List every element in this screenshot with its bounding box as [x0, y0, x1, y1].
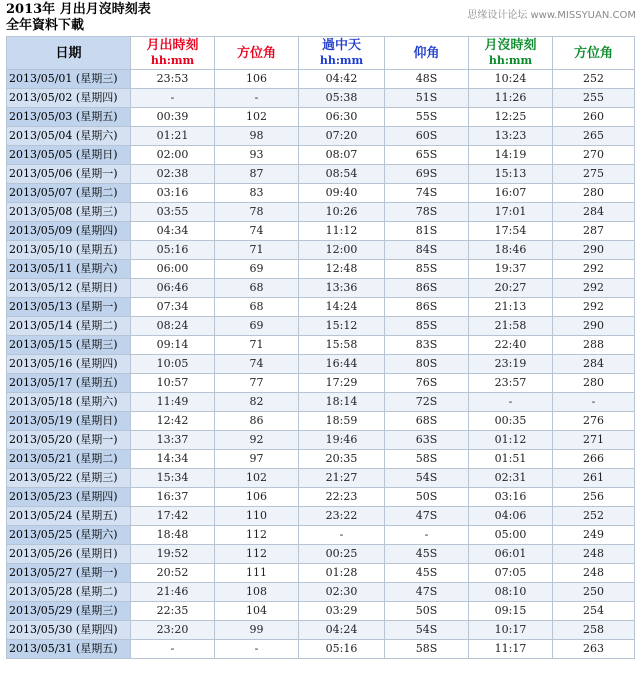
table-row: [7, 469, 635, 488]
transit-time-cell: 06:30: [299, 108, 385, 127]
moonrise-azimuth-cell: 111: [215, 564, 299, 583]
moonrise-azimuth-cell: 69: [215, 260, 299, 279]
table-row: [7, 545, 635, 564]
table-row: [7, 279, 635, 298]
moonrise-azimuth-cell: 68: [215, 298, 299, 317]
moonset-azimuth-cell: 260: [553, 108, 635, 127]
altitude-cell: 47S: [385, 507, 469, 526]
moonrise-time-cell: 03:16: [131, 184, 215, 203]
moonrise-azimuth-cell: 74: [215, 222, 299, 241]
transit-time-cell: 16:44: [299, 355, 385, 374]
moonset-azimuth-header: [553, 37, 635, 70]
moonset-azimuth-cell: -: [553, 393, 635, 412]
moonrise-azimuth-cell: -: [215, 89, 299, 108]
table-row: [7, 241, 635, 260]
moonrise-azimuth-cell: 86: [215, 412, 299, 431]
transit-time-cell: 03:29: [299, 602, 385, 621]
altitude-cell: 47S: [385, 583, 469, 602]
moonrise-azimuth-cell: 93: [215, 146, 299, 165]
header-label: 月沒時刻: [484, 38, 537, 53]
header-unit: hh:mm: [319, 54, 364, 67]
table-header-row: [7, 37, 635, 70]
altitude-cell: 86S: [385, 279, 469, 298]
moonset-azimuth-cell: 248: [553, 545, 635, 564]
moonrise-time-cell: 12:42: [131, 412, 215, 431]
moonrise-azimuth-cell: 71: [215, 336, 299, 355]
date-cell: 2013/05/14 (星期二): [7, 317, 131, 336]
moonrise-azimuth-cell: 106: [215, 488, 299, 507]
moonrise-time-cell: 20:52: [131, 564, 215, 583]
date-cell: 2013/05/15 (星期三): [7, 336, 131, 355]
moonset-azimuth-cell: 292: [553, 298, 635, 317]
transit-time-cell: 18:59: [299, 412, 385, 431]
header-label: 過中天: [321, 38, 361, 53]
altitude-cell: 45S: [385, 564, 469, 583]
moonrise-time-header: [131, 37, 215, 70]
moonrise-azimuth-cell: 97: [215, 450, 299, 469]
moonset-time-cell: 21:58: [469, 317, 553, 336]
date-cell: 2013/05/16 (星期四): [7, 355, 131, 374]
moonset-time-cell: 13:23: [469, 127, 553, 146]
date-cell: 2013/05/11 (星期六): [7, 260, 131, 279]
altitude-cell: 85S: [385, 260, 469, 279]
table-row: [7, 317, 635, 336]
moonrise-time-cell: 08:24: [131, 317, 215, 336]
altitude-cell: 60S: [385, 127, 469, 146]
table-row: [7, 165, 635, 184]
transit-time-cell: 04:42: [299, 70, 385, 89]
moonset-time-cell: 11:17: [469, 640, 553, 659]
moonset-azimuth-cell: 252: [553, 70, 635, 89]
moonrise-time-cell: 10:57: [131, 374, 215, 393]
moonrise-time-cell: 01:21: [131, 127, 215, 146]
transit-time-cell: 00:25: [299, 545, 385, 564]
table-row: [7, 184, 635, 203]
moonset-azimuth-cell: 265: [553, 127, 635, 146]
moonset-time-cell: 15:13: [469, 165, 553, 184]
moonrise-azimuth-cell: 110: [215, 507, 299, 526]
altitude-cell: 72S: [385, 393, 469, 412]
altitude-cell: 45S: [385, 545, 469, 564]
moonrise-time-cell: 19:52: [131, 545, 215, 564]
moonrise-azimuth-cell: 98: [215, 127, 299, 146]
date-cell: 2013/05/18 (星期六): [7, 393, 131, 412]
table-row: [7, 336, 635, 355]
moonset-azimuth-cell: 266: [553, 450, 635, 469]
moonrise-azimuth-cell: 104: [215, 602, 299, 621]
moonrise-azimuth-cell: 99: [215, 621, 299, 640]
page-title: 2013年 月出月沒時刻表: [6, 2, 151, 17]
moonrise-time-cell: 03:55: [131, 203, 215, 222]
table-row: [7, 412, 635, 431]
transit-time-cell: 18:14: [299, 393, 385, 412]
transit-time-cell: 05:38: [299, 89, 385, 108]
date-cell: 2013/05/23 (星期四): [7, 488, 131, 507]
table-row: [7, 488, 635, 507]
transit-time-cell: 22:23: [299, 488, 385, 507]
transit-time-cell: 10:26: [299, 203, 385, 222]
moonset-azimuth-cell: 252: [553, 507, 635, 526]
moonset-time-cell: 04:06: [469, 507, 553, 526]
moonset-time-cell: 12:25: [469, 108, 553, 127]
table-row: [7, 507, 635, 526]
header-unit: hh:mm: [488, 54, 533, 67]
altitude-cell: 63S: [385, 431, 469, 450]
date-cell: 2013/05/07 (星期二): [7, 184, 131, 203]
moonrise-time-cell: -: [131, 89, 215, 108]
moonset-azimuth-cell: 292: [553, 279, 635, 298]
moonset-azimuth-cell: 276: [553, 412, 635, 431]
moonrise-time-cell: 11:49: [131, 393, 215, 412]
moonset-azimuth-cell: 248: [553, 564, 635, 583]
moonset-azimuth-cell: 249: [553, 526, 635, 545]
moonrise-azimuth-cell: -: [215, 640, 299, 659]
moonset-time-header: [469, 37, 553, 70]
transit-time-cell: 15:58: [299, 336, 385, 355]
moonrise-time-cell: 22:35: [131, 602, 215, 621]
table-row: [7, 260, 635, 279]
moonset-azimuth-cell: 284: [553, 203, 635, 222]
moonrise-moonset-table: [6, 36, 635, 659]
moonrise-time-cell: 06:46: [131, 279, 215, 298]
altitude-cell: 54S: [385, 621, 469, 640]
moonrise-time-cell: 04:34: [131, 222, 215, 241]
date-cell: 2013/05/27 (星期一): [7, 564, 131, 583]
moonrise-azimuth-cell: 106: [215, 70, 299, 89]
table-row: [7, 393, 635, 412]
moonset-azimuth-cell: 263: [553, 640, 635, 659]
table-row: [7, 621, 635, 640]
date-cell: 2013/05/02 (星期四): [7, 89, 131, 108]
table-row: [7, 355, 635, 374]
transit-time-cell: 17:29: [299, 374, 385, 393]
altitude-cell: 84S: [385, 241, 469, 260]
altitude-cell: 58S: [385, 450, 469, 469]
moonrise-time-cell: 14:34: [131, 450, 215, 469]
moonrise-time-cell: 00:39: [131, 108, 215, 127]
moonset-time-cell: 05:00: [469, 526, 553, 545]
moonset-time-cell: 10:24: [469, 70, 553, 89]
date-cell: 2013/05/25 (星期六): [7, 526, 131, 545]
moonrise-time-cell: 13:37: [131, 431, 215, 450]
date-cell: 2013/05/13 (星期一): [7, 298, 131, 317]
moonset-azimuth-cell: 255: [553, 89, 635, 108]
altitude-cell: 48S: [385, 70, 469, 89]
header-label: 日期: [55, 45, 82, 61]
header-label: 仰角: [413, 45, 440, 61]
date-cell: 2013/05/01 (星期三): [7, 70, 131, 89]
table-row: [7, 298, 635, 317]
transit-time-cell: 08:54: [299, 165, 385, 184]
moonset-time-cell: 23:57: [469, 374, 553, 393]
altitude-cell: 55S: [385, 108, 469, 127]
altitude-cell: 50S: [385, 488, 469, 507]
moonrise-time-cell: 16:37: [131, 488, 215, 507]
moonset-time-cell: 01:12: [469, 431, 553, 450]
header-label: 方位角: [236, 45, 276, 61]
altitude-cell: 68S: [385, 412, 469, 431]
altitude-cell: 74S: [385, 184, 469, 203]
date-cell: 2013/05/26 (星期日): [7, 545, 131, 564]
header-unit: hh:mm: [150, 54, 195, 67]
moonrise-azimuth-cell: 92: [215, 431, 299, 450]
table-row: [7, 602, 635, 621]
moonrise-time-cell: 15:34: [131, 469, 215, 488]
moonset-time-cell: 16:07: [469, 184, 553, 203]
date-cell: 2013/05/31 (星期五): [7, 640, 131, 659]
transit-time-cell: 15:12: [299, 317, 385, 336]
altitude-header: [385, 37, 469, 70]
moonset-time-cell: 08:10: [469, 583, 553, 602]
date-cell: 2013/05/30 (星期四): [7, 621, 131, 640]
transit-time-cell: -: [299, 526, 385, 545]
moonset-time-cell: 03:16: [469, 488, 553, 507]
moonset-time-cell: 07:05: [469, 564, 553, 583]
moonset-azimuth-cell: 284: [553, 355, 635, 374]
moonrise-time-cell: -: [131, 640, 215, 659]
moonset-azimuth-cell: 288: [553, 336, 635, 355]
table-row: [7, 89, 635, 108]
moonrise-time-cell: 05:16: [131, 241, 215, 260]
moonset-time-cell: 09:15: [469, 602, 553, 621]
moonrise-azimuth-cell: 108: [215, 583, 299, 602]
transit-time-cell: 11:12: [299, 222, 385, 241]
transit-time-cell: 07:20: [299, 127, 385, 146]
altitude-cell: 81S: [385, 222, 469, 241]
table-row: [7, 203, 635, 222]
transit-time-cell: 19:46: [299, 431, 385, 450]
altitude-cell: 69S: [385, 165, 469, 184]
moonrise-azimuth-cell: 112: [215, 526, 299, 545]
watermark: 思缘设计论坛 www.MISSYUAN.COM: [467, 10, 636, 21]
moonrise-time-cell: 18:48: [131, 526, 215, 545]
date-cell: 2013/05/22 (星期三): [7, 469, 131, 488]
moonset-time-cell: 18:46: [469, 241, 553, 260]
moonset-time-cell: 00:35: [469, 412, 553, 431]
moonset-time-cell: 20:27: [469, 279, 553, 298]
table-row: [7, 108, 635, 127]
moonrise-time-cell: 23:20: [131, 621, 215, 640]
table-row: [7, 450, 635, 469]
table-row: [7, 564, 635, 583]
transit-time-cell: 20:35: [299, 450, 385, 469]
date-cell: 2013/05/10 (星期五): [7, 241, 131, 260]
moonrise-azimuth-cell: 68: [215, 279, 299, 298]
date-cell: 2013/05/03 (星期五): [7, 108, 131, 127]
moonset-time-cell: -: [469, 393, 553, 412]
moonrise-azimuth-cell: 78: [215, 203, 299, 222]
moonrise-azimuth-header: [215, 37, 299, 70]
altitude-cell: 50S: [385, 602, 469, 621]
moonrise-time-cell: 10:05: [131, 355, 215, 374]
moonrise-azimuth-cell: 102: [215, 469, 299, 488]
moonset-azimuth-cell: 292: [553, 260, 635, 279]
date-cell: 2013/05/06 (星期一): [7, 165, 131, 184]
table-row: [7, 127, 635, 146]
altitude-cell: 80S: [385, 355, 469, 374]
moonset-azimuth-cell: 271: [553, 431, 635, 450]
moonset-time-cell: 17:54: [469, 222, 553, 241]
table-row: [7, 583, 635, 602]
date-cell: 2013/05/08 (星期三): [7, 203, 131, 222]
table-row: [7, 222, 635, 241]
transit-time-cell: 12:48: [299, 260, 385, 279]
altitude-cell: 54S: [385, 469, 469, 488]
table-row: [7, 146, 635, 165]
moonrise-time-cell: 09:14: [131, 336, 215, 355]
moonset-azimuth-cell: 290: [553, 317, 635, 336]
moonset-time-cell: 23:19: [469, 355, 553, 374]
transit-time-cell: 14:24: [299, 298, 385, 317]
date-cell: 2013/05/24 (星期五): [7, 507, 131, 526]
moonset-time-cell: 21:13: [469, 298, 553, 317]
altitude-cell: 85S: [385, 317, 469, 336]
full-year-download-link[interactable]: 全年資料下載: [6, 18, 85, 33]
transit-time-cell: 05:16: [299, 640, 385, 659]
moonrise-time-cell: 02:00: [131, 146, 215, 165]
date-cell: 2013/05/05 (星期日): [7, 146, 131, 165]
moonset-time-cell: 02:31: [469, 469, 553, 488]
date-cell: 2013/05/19 (星期日): [7, 412, 131, 431]
moonset-azimuth-cell: 290: [553, 241, 635, 260]
moonrise-azimuth-cell: 69: [215, 317, 299, 336]
date-cell: 2013/05/17 (星期五): [7, 374, 131, 393]
transit-time-cell: 13:36: [299, 279, 385, 298]
moonrise-azimuth-cell: 112: [215, 545, 299, 564]
moonrise-time-cell: 02:38: [131, 165, 215, 184]
altitude-cell: 86S: [385, 298, 469, 317]
moonset-time-cell: 10:17: [469, 621, 553, 640]
moonset-azimuth-cell: 270: [553, 146, 635, 165]
moonset-time-cell: 01:51: [469, 450, 553, 469]
header-label: 月出時刻: [146, 38, 199, 53]
moonset-azimuth-cell: 250: [553, 583, 635, 602]
table-row: [7, 70, 635, 89]
moonrise-time-cell: 06:00: [131, 260, 215, 279]
date-cell: 2013/05/09 (星期四): [7, 222, 131, 241]
transit-time-header: [299, 37, 385, 70]
moonrise-azimuth-cell: 74: [215, 355, 299, 374]
altitude-cell: 65S: [385, 146, 469, 165]
moonrise-azimuth-cell: 71: [215, 241, 299, 260]
table-row: [7, 526, 635, 545]
altitude-cell: -: [385, 526, 469, 545]
date-cell: 2013/05/20 (星期一): [7, 431, 131, 450]
altitude-cell: 78S: [385, 203, 469, 222]
transit-time-cell: 04:24: [299, 621, 385, 640]
moonrise-time-cell: 21:46: [131, 583, 215, 602]
transit-time-cell: 21:27: [299, 469, 385, 488]
moonset-azimuth-cell: 261: [553, 469, 635, 488]
transit-time-cell: 02:30: [299, 583, 385, 602]
transit-time-cell: 01:28: [299, 564, 385, 583]
altitude-cell: 51S: [385, 89, 469, 108]
transit-time-cell: 09:40: [299, 184, 385, 203]
transit-time-cell: 12:00: [299, 241, 385, 260]
moonset-azimuth-cell: 254: [553, 602, 635, 621]
table-row: [7, 374, 635, 393]
table-row: [7, 640, 635, 659]
moonset-time-cell: 14:19: [469, 146, 553, 165]
moonset-time-cell: 19:37: [469, 260, 553, 279]
altitude-cell: 83S: [385, 336, 469, 355]
date-cell: 2013/05/12 (星期日): [7, 279, 131, 298]
moonrise-azimuth-cell: 102: [215, 108, 299, 127]
date-cell: 2013/05/29 (星期三): [7, 602, 131, 621]
moonset-time-cell: 17:01: [469, 203, 553, 222]
moonrise-azimuth-cell: 77: [215, 374, 299, 393]
moonset-azimuth-cell: 258: [553, 621, 635, 640]
transit-time-cell: 08:07: [299, 146, 385, 165]
moonset-azimuth-cell: 275: [553, 165, 635, 184]
table-body: [7, 70, 635, 659]
date-cell: 2013/05/21 (星期二): [7, 450, 131, 469]
moonset-azimuth-cell: 280: [553, 374, 635, 393]
transit-time-cell: 23:22: [299, 507, 385, 526]
moonrise-time-cell: 17:42: [131, 507, 215, 526]
moonrise-azimuth-cell: 83: [215, 184, 299, 203]
header-label: 方位角: [573, 45, 613, 61]
moonset-azimuth-cell: 287: [553, 222, 635, 241]
altitude-cell: 76S: [385, 374, 469, 393]
date-header: [7, 37, 131, 70]
moonrise-time-cell: 07:34: [131, 298, 215, 317]
moonset-azimuth-cell: 256: [553, 488, 635, 507]
table-row: [7, 431, 635, 450]
moonset-azimuth-cell: 280: [553, 184, 635, 203]
moonset-time-cell: 06:01: [469, 545, 553, 564]
date-cell: 2013/05/04 (星期六): [7, 127, 131, 146]
moonrise-azimuth-cell: 87: [215, 165, 299, 184]
moonrise-azimuth-cell: 82: [215, 393, 299, 412]
moonset-time-cell: 11:26: [469, 89, 553, 108]
moonset-time-cell: 22:40: [469, 336, 553, 355]
date-cell: 2013/05/28 (星期二): [7, 583, 131, 602]
altitude-cell: 58S: [385, 640, 469, 659]
moonrise-time-cell: 23:53: [131, 70, 215, 89]
